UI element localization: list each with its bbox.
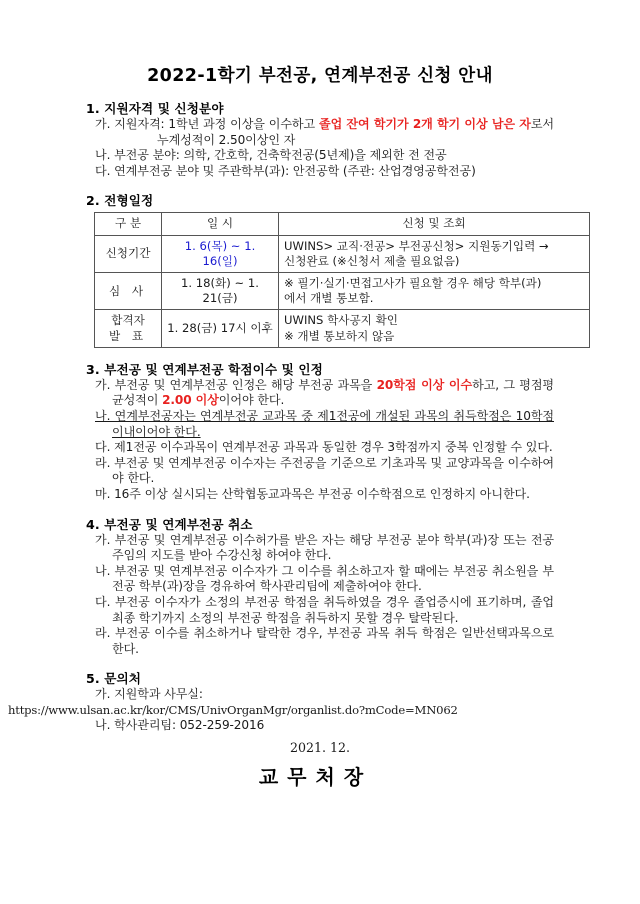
section-3-item-e: 마. 16주 이상 실시되는 산학협동교과목은 부전공 이수학점으로 인정하지 아니한다. — [95, 486, 530, 501]
section-2-heading: 2. 전형일정 — [86, 193, 154, 209]
section-3-item-a-highlight-1: 20학점 이상 이수 — [376, 377, 473, 392]
row-0-date: 1. 6(목) ~ 1. 16(일) — [162, 235, 279, 272]
row-1-note-line2: 에서 개별 통보함. — [284, 291, 374, 306]
section-3-credits — [0, 359, 640, 503]
table-row — [95, 310, 590, 347]
row-1-note — [279, 272, 590, 309]
row-2-date: 1. 28(금) 17시 이후 — [162, 310, 279, 347]
row-2-note — [279, 310, 590, 347]
section-3-body — [86, 378, 554, 503]
row-2-division-line1: 합격자 — [111, 313, 145, 328]
section-4-heading: 4. 부전공 및 연계부전공 취소 — [86, 516, 253, 532]
schedule-table-wrap — [0, 212, 640, 347]
section-3-item-a — [95, 378, 554, 409]
section-1-item-a-highlight: 졸업 잔여 학기가 2개 학기 이상 남은 자 — [318, 117, 531, 131]
row-0-note — [279, 235, 590, 272]
section-5-heading: 5. 문의처 — [86, 671, 142, 687]
section-3-item-a-mid: 하고, 그 평점평균성적이 — [112, 377, 554, 408]
section-3-item-a-post: 이어야 한다. — [218, 393, 285, 408]
section-5-body — [86, 687, 554, 703]
section-1-item-b: 나. 부전공 분야: 의학, 간호학, 건축학전공(5년제)을 제외한 전 전공 — [95, 148, 447, 163]
row-0-division: 신청기간 — [95, 235, 162, 272]
schedule-table-body — [95, 235, 590, 347]
section-1-item-a-label: 가. 지원자격: — [95, 117, 165, 131]
section-5-item-b: 나. 학사관리팀: 052-259-2016 — [95, 718, 265, 733]
section-4-item-b: 나. 부전공 및 연계부전공 이수자가 그 이수를 취소하고자 할 때에는 부전공 취소원을 부전공 학부(과)장을 경유하여 학사관리팀에 제출하여야 한다. — [95, 563, 554, 594]
section-1-heading: 1. 지원자격 및 신청분야 — [86, 101, 224, 116]
section-3-item-c: 다. 제1전공 이수과목이 연계부전공 과목과 동일한 경우 3학점까지 중복 인정할 수 있다. — [95, 440, 553, 455]
row-2-note-line2: ※ 개별 통보하지 않음 — [284, 328, 395, 343]
section-1-eligibility — [0, 98, 640, 179]
row-1-date: 1. 18(화) ~ 1. 21(금) — [162, 272, 279, 309]
row-2-division-line2: 발 표 — [108, 328, 148, 343]
row-0-note-line2: 신청완료 (※신청서 제출 필요없음) — [284, 253, 460, 268]
section-1-item-c: 다. 연계부전공 분야 및 주관학부(과): 안전공학 (주관: 산업경영공학전공) — [95, 163, 476, 178]
section-5-contact — [0, 668, 640, 703]
section-4-item-d: 라. 부전공 이수를 취소하거나 탈락한 경우, 부전공 과목 취득 학점은 일반선택과목으로 한다. — [95, 626, 554, 656]
section-1-item-a-text2: 로서 누계성적이 2.50이상인 자 — [157, 117, 554, 147]
section-4-item-c: 다. 부전공 이수자가 소정의 부전공 학점을 취득하였을 경우 졸업증시에 표기하며, 졸업 최종 학기까지 소정의 부전공 학점을 취득하지 못할 경우 탈락된다. — [95, 594, 554, 625]
section-4-body — [86, 533, 554, 658]
row-1-note-line1: ※ 필기·실기·면접고사가 필요할 경우 해당 학부(과) — [284, 275, 542, 290]
section-5-url-wrap — [0, 703, 640, 719]
section-3-item-d: 라. 부전공 및 연계부전공 이수자는 주전공을 기준으로 기초과목 및 교양과목을 이수하여야 한다. — [95, 455, 554, 486]
document-footer — [0, 740, 640, 790]
page-title: 2022-1학기 부전공, 연계부전공 신청 안내 — [147, 66, 493, 86]
section-5-item-a: 가. 지원학과 사무실: — [95, 687, 203, 702]
section-1-item-a — [95, 117, 554, 148]
section-2-schedule — [0, 190, 640, 209]
col-header-date: 일 시 — [162, 213, 279, 235]
row-2-division — [95, 310, 162, 347]
row-1-division: 심 사 — [95, 272, 162, 309]
table-row — [95, 235, 590, 272]
section-5-body-2 — [0, 718, 640, 734]
section-1-body — [86, 117, 554, 179]
section-3-heading: 3. 부전공 및 연계부전공 학점이수 및 인정 — [86, 361, 323, 377]
schedule-table — [94, 212, 590, 347]
signature-authority: 교무처장 — [258, 765, 373, 790]
section-3-item-a-pre: 가. 부전공 및 연계부전공 인정은 해당 부전공 과목을 — [95, 377, 377, 392]
col-header-apply: 신청 및 조회 — [279, 213, 590, 235]
section-4-cancellation — [0, 514, 640, 658]
section-1-item-a-text1: 1학년 과정 이상을 이수하고 — [164, 117, 319, 131]
section-3-item-a-highlight-2: 2.00 이상 — [162, 393, 219, 408]
col-header-division: 구 분 — [95, 213, 162, 235]
table-header-row — [95, 213, 590, 235]
contact-url[interactable]: https://www.ulsan.ac.kr/kor/CMS/UnivOrganMgr/organlist.do?mCode=MN062 — [8, 702, 458, 717]
row-0-note-line1: UWINS> 교직·전공> 부전공신청> 지원동기입력 → — [284, 238, 549, 253]
section-3-item-b: 나. 연계부전공자는 연계부전공 교과목 중 제1전공에 개설된 과목의 취득학점은 10학점 이내이어야 한다. — [95, 408, 554, 439]
issue-date: 2021. 12. — [289, 740, 351, 756]
schedule-table-head — [95, 213, 590, 235]
table-row — [95, 272, 590, 309]
row-2-note-line1: UWINS 학사공지 확인 — [284, 313, 398, 328]
section-4-item-a: 가. 부전공 및 연계부전공 이수허가를 받은 자는 해당 부전공 분야 학부(과)장 또는 전공주임의 지도를 받아 수강신청 하여야 한다. — [95, 532, 554, 563]
